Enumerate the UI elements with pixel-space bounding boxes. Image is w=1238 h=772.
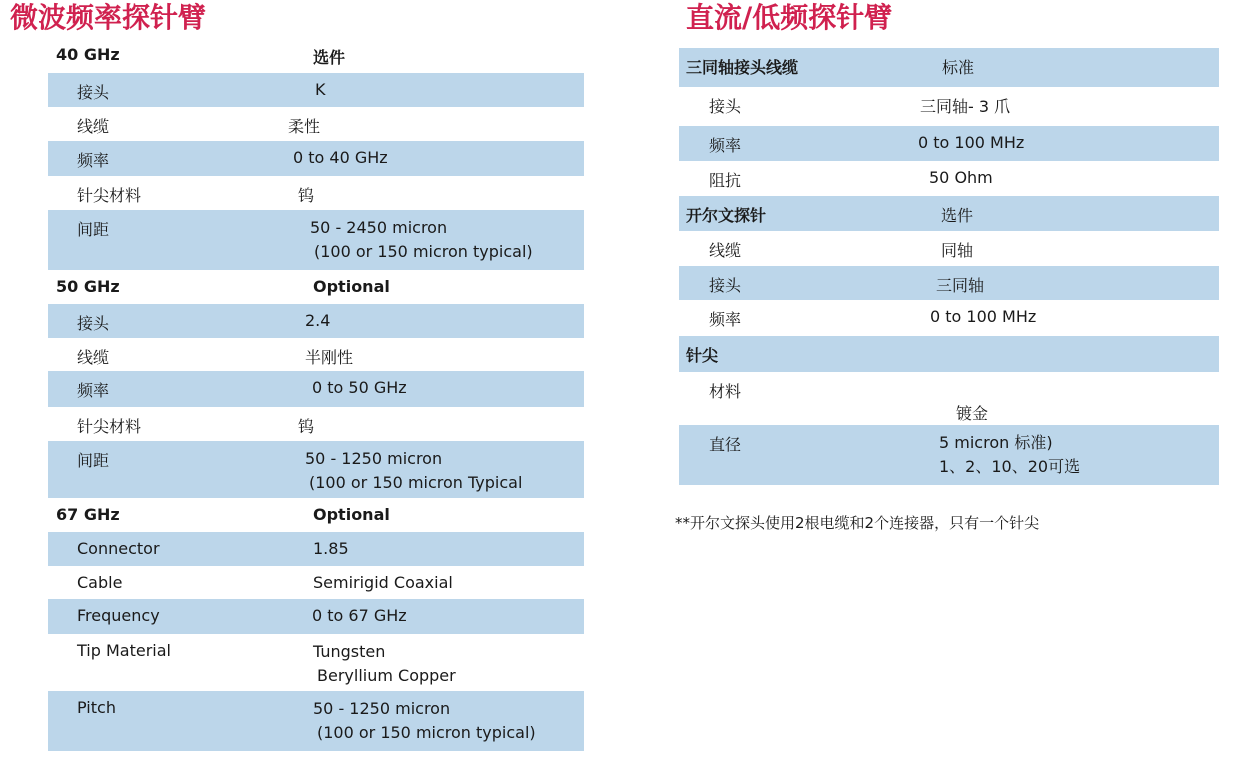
spec-label: 线缆	[77, 117, 110, 136]
spec-row	[679, 425, 1219, 485]
spec-value: 0 to 100 MHz	[918, 133, 1025, 152]
spec-label: 50 GHz	[56, 277, 120, 296]
spec-row	[48, 441, 584, 498]
spec-value: 同轴	[941, 241, 974, 260]
spec-value-line: 镀金	[956, 404, 989, 423]
spec-row	[48, 599, 584, 634]
spec-label: 针尖	[686, 346, 719, 365]
spec-label: 针尖材料	[77, 417, 142, 436]
spec-value: 钨	[298, 417, 315, 436]
spec-value: 柔性	[288, 117, 321, 136]
spec-label: 40 GHz	[56, 45, 120, 64]
spec-row	[48, 407, 584, 441]
spec-label: 三同轴接头线缆	[686, 58, 799, 77]
spec-row	[48, 566, 584, 599]
dc-arm-title: 直流/低频探针臂	[686, 1, 893, 34]
microwave-spec-table	[48, 38, 584, 751]
spec-value	[956, 378, 988, 426]
spec-value-line: (100 or 150 micron typical)	[314, 242, 533, 261]
footnote: **开尔文探头使用2根电缆和2个连接器，只有一个针尖	[675, 514, 1040, 532]
spec-value: 三同轴- 3 爪	[920, 97, 1011, 116]
spec-row	[48, 304, 584, 338]
spec-label: 67 GHz	[56, 505, 120, 524]
spec-row	[48, 691, 584, 751]
spec-label: 线缆	[709, 241, 742, 260]
spec-value	[305, 447, 522, 495]
dc-spec-table	[679, 48, 1219, 485]
spec-row	[679, 231, 1219, 266]
microwave-arm-title: 微波频率探针臂	[10, 1, 207, 34]
spec-row	[679, 300, 1219, 336]
spec-value-line: 1、2、10、20可选	[939, 457, 1081, 476]
spec-value	[313, 640, 456, 688]
spec-row	[679, 336, 1219, 372]
spec-row	[679, 126, 1219, 161]
spec-value: K	[315, 80, 326, 99]
spec-label: Connector	[77, 539, 160, 558]
spec-label: 频率	[709, 136, 742, 155]
spec-value: 0 to 50 GHz	[312, 378, 407, 397]
spec-label: 针尖材料	[77, 186, 142, 205]
spec-value-line: Beryllium Copper	[317, 666, 456, 685]
spec-value	[939, 431, 1080, 479]
spec-value: 钨	[298, 186, 315, 205]
spec-value: 2.4	[305, 311, 331, 330]
spec-row	[679, 266, 1219, 300]
spec-row	[48, 498, 584, 532]
spec-label: 间距	[77, 451, 110, 470]
spec-row	[48, 73, 584, 107]
spec-label: 接头	[709, 97, 742, 116]
spec-row	[679, 48, 1219, 87]
spec-label: Tip Material	[77, 641, 171, 660]
spec-value: 半刚性	[305, 348, 354, 367]
spec-label: 线缆	[77, 348, 110, 367]
spec-row	[48, 176, 584, 210]
spec-label: 频率	[77, 381, 110, 400]
spec-value-line: 50 - 1250 micron	[313, 699, 451, 718]
spec-value: 标准	[942, 58, 975, 77]
spec-value	[310, 216, 533, 264]
spec-row	[48, 38, 584, 73]
spec-row	[48, 634, 584, 691]
spec-value-line: 5 micron 标准)	[939, 433, 1053, 452]
spec-value: 三同轴	[936, 276, 985, 295]
spec-value-line	[956, 378, 988, 402]
spec-label: Pitch	[77, 698, 116, 717]
spec-value: 0 to 100 MHz	[930, 307, 1037, 326]
spec-row	[679, 372, 1219, 425]
spec-value-line: 50 - 1250 micron	[305, 449, 443, 468]
spec-value: Optional	[313, 277, 390, 296]
spec-label: Frequency	[77, 606, 160, 625]
spec-row	[48, 371, 584, 407]
spec-value: 选件	[941, 206, 974, 225]
spec-label: 频率	[709, 310, 742, 329]
spec-row	[48, 338, 584, 371]
spec-label: Cable	[77, 573, 123, 592]
spec-label: 阻抗	[709, 171, 742, 190]
spec-value: 0 to 40 GHz	[293, 148, 388, 167]
spec-row	[48, 532, 584, 566]
spec-value-line: 50 - 2450 micron	[310, 218, 448, 237]
spec-label: 接头	[77, 83, 110, 102]
spec-row	[679, 161, 1219, 196]
spec-row	[48, 270, 584, 304]
spec-row	[48, 107, 584, 141]
spec-value	[313, 697, 536, 745]
spec-label: 间距	[77, 220, 110, 239]
spec-value-line: Tungsten	[313, 642, 386, 661]
spec-value-line: (100 or 150 micron Typical	[309, 473, 523, 492]
spec-label: 接头	[709, 276, 742, 295]
spec-row	[48, 141, 584, 176]
spec-value: Optional	[313, 505, 390, 524]
spec-label: 接头	[77, 314, 110, 333]
spec-label: 直径	[709, 435, 742, 454]
spec-value: Semirigid Coaxial	[313, 573, 453, 592]
spec-value: 选件	[313, 48, 346, 67]
spec-row	[48, 210, 584, 270]
spec-value: 0 to 67 GHz	[312, 606, 407, 625]
spec-row	[679, 87, 1219, 126]
spec-label: 开尔文探针	[686, 206, 767, 225]
spec-label: 材料	[709, 382, 742, 401]
spec-value-line: (100 or 150 micron typical)	[317, 723, 536, 742]
spec-value: 1.85	[313, 539, 349, 558]
spec-value: 50 Ohm	[929, 168, 993, 187]
spec-label: 频率	[77, 151, 110, 170]
spec-row	[679, 196, 1219, 231]
